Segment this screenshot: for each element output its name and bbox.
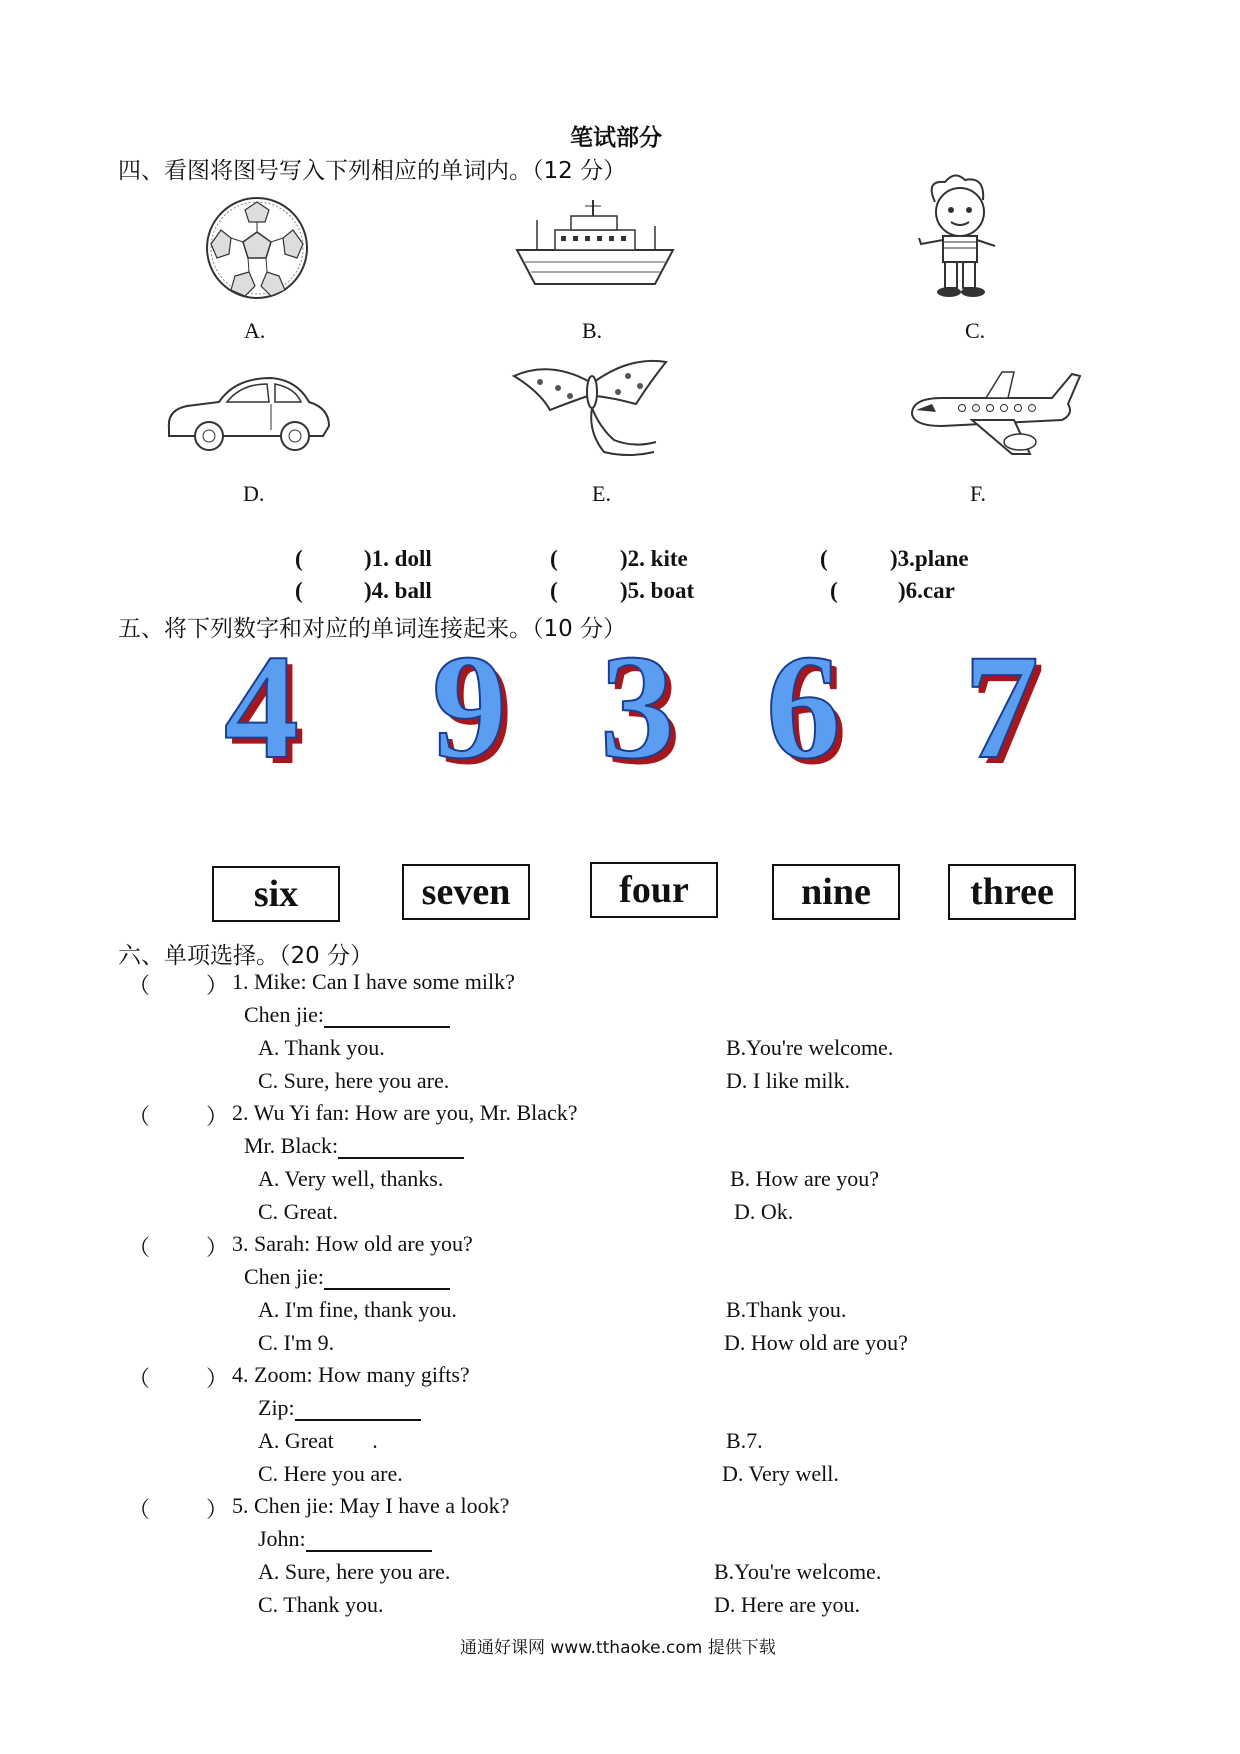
question-paren-open: （ [128, 1104, 151, 1129]
option-a: A. I'm fine, thank you. [258, 1297, 457, 1322]
option-c: C. I'm 9. [258, 1330, 335, 1355]
answer-paren-3: ( [820, 546, 828, 571]
question-respondent-1 [244, 1002, 450, 1028]
question-paren-close: ） [206, 1104, 229, 1129]
number-4: 4 [224, 624, 299, 790]
question-stem-5: 5. Chen jie: May I have a look? [232, 1493, 510, 1518]
question-paren-open: （ [128, 1497, 151, 1522]
word-box-three: three [948, 864, 1076, 920]
question-paren-close: ） [206, 1497, 229, 1522]
word-box-seven: seven [402, 864, 530, 920]
answer-blank [324, 1266, 450, 1290]
picture-label-b: B. [582, 318, 603, 343]
picture-label-f: F. [970, 481, 986, 506]
option-d: D. I like milk. [726, 1068, 851, 1093]
option-d: D. Here are you. [714, 1592, 860, 1617]
page-title: 笔试部分 [570, 125, 662, 151]
number-7: 7 [964, 624, 1039, 790]
car-icon [163, 370, 333, 455]
respondent-label: Chen jie: [244, 1002, 325, 1027]
answer-blank [338, 1135, 464, 1159]
picture-label-a: A. [244, 318, 266, 343]
question-paren-open: （ [128, 1366, 151, 1391]
soccer-ball-icon [205, 196, 310, 301]
answer-car: )6.car [898, 578, 955, 603]
word-box-six: six [212, 866, 340, 922]
question-paren-close: ） [206, 1366, 229, 1391]
section5-heading: 五、将下列数字和对应的单词连接起来。（10 分） [118, 616, 627, 642]
answer-boat: )5. boat [620, 578, 695, 603]
plane-icon [902, 368, 1082, 458]
option-a: A. Very well, thanks. [258, 1166, 444, 1191]
option-b: B.You're welcome. [714, 1559, 882, 1584]
option-a: A. Great . [258, 1428, 378, 1453]
answer-paren-1: ( [295, 546, 303, 571]
answer-plane: )3.plane [890, 546, 969, 571]
question-respondent-2 [244, 1133, 464, 1159]
option-b: B. How are you? [730, 1166, 880, 1191]
answer-doll: )1. doll [364, 546, 432, 571]
picture-label-d: D. [243, 481, 265, 506]
question-stem-2: 2. Wu Yi fan: How are you, Mr. Black? [232, 1100, 578, 1125]
ship-icon [515, 200, 675, 290]
question-respondent-5 [258, 1526, 432, 1552]
option-d: D. Very well. [722, 1461, 839, 1486]
word-box-four: four [590, 862, 718, 918]
question-paren-open: （ [128, 973, 151, 998]
section4-heading: 四、看图将图号写入下列相应的单词内。（12 分） [118, 158, 627, 184]
respondent-label: Chen jie: [244, 1264, 325, 1289]
question-stem-3: 3. Sarah: How old are you? [232, 1231, 473, 1256]
option-d: D. Ok. [734, 1199, 794, 1224]
question-respondent-3 [244, 1264, 450, 1290]
section6-heading: 六、单项选择。（20 分） [118, 943, 374, 969]
question-paren-close: ） [206, 1235, 229, 1260]
page-footer: 通通好课网 www.tthaoke.com 提供下载 [460, 1638, 776, 1658]
answer-paren-2: ( [550, 546, 558, 571]
picture-label-e: E. [592, 481, 611, 506]
question-paren-close: ） [206, 973, 229, 998]
respondent-label: John: [258, 1526, 306, 1551]
word-box-nine: nine [772, 864, 900, 920]
answer-blank [324, 1004, 450, 1028]
answer-blank [306, 1528, 432, 1552]
option-a: A. Thank you. [258, 1035, 385, 1060]
option-a: A. Sure, here you are. [258, 1559, 451, 1584]
option-c: C. Here you are. [258, 1461, 403, 1486]
option-b: B.7. [726, 1428, 763, 1453]
answer-blank [295, 1397, 421, 1421]
option-b: B.Thank you. [726, 1297, 847, 1322]
answer-kite: )2. kite [620, 546, 688, 571]
picture-label-c: C. [965, 318, 986, 343]
number-6: 6 [766, 624, 841, 790]
question-respondent-4 [258, 1395, 421, 1421]
doll-icon [905, 170, 1015, 300]
answer-paren-5: ( [550, 578, 558, 603]
number-3: 3 [600, 624, 675, 790]
option-c: C. Great. [258, 1199, 339, 1224]
question-paren-open: （ [128, 1235, 151, 1260]
kite-icon [510, 352, 670, 462]
option-c: C. Thank you. [258, 1592, 384, 1617]
answer-paren-4: ( [295, 578, 303, 603]
option-d: D. How old are you? [724, 1330, 908, 1355]
question-stem-4: 4. Zoom: How many gifts? [232, 1362, 470, 1387]
respondent-label: Zip: [258, 1395, 295, 1420]
number-9: 9 [432, 624, 507, 790]
respondent-label: Mr. Black: [244, 1133, 339, 1158]
answer-paren-6: ( [830, 578, 838, 603]
question-stem-1: 1. Mike: Can I have some milk? [232, 969, 515, 994]
option-c: C. Sure, here you are. [258, 1068, 450, 1093]
option-b: B.You're welcome. [726, 1035, 894, 1060]
answer-ball: )4. ball [364, 578, 432, 603]
